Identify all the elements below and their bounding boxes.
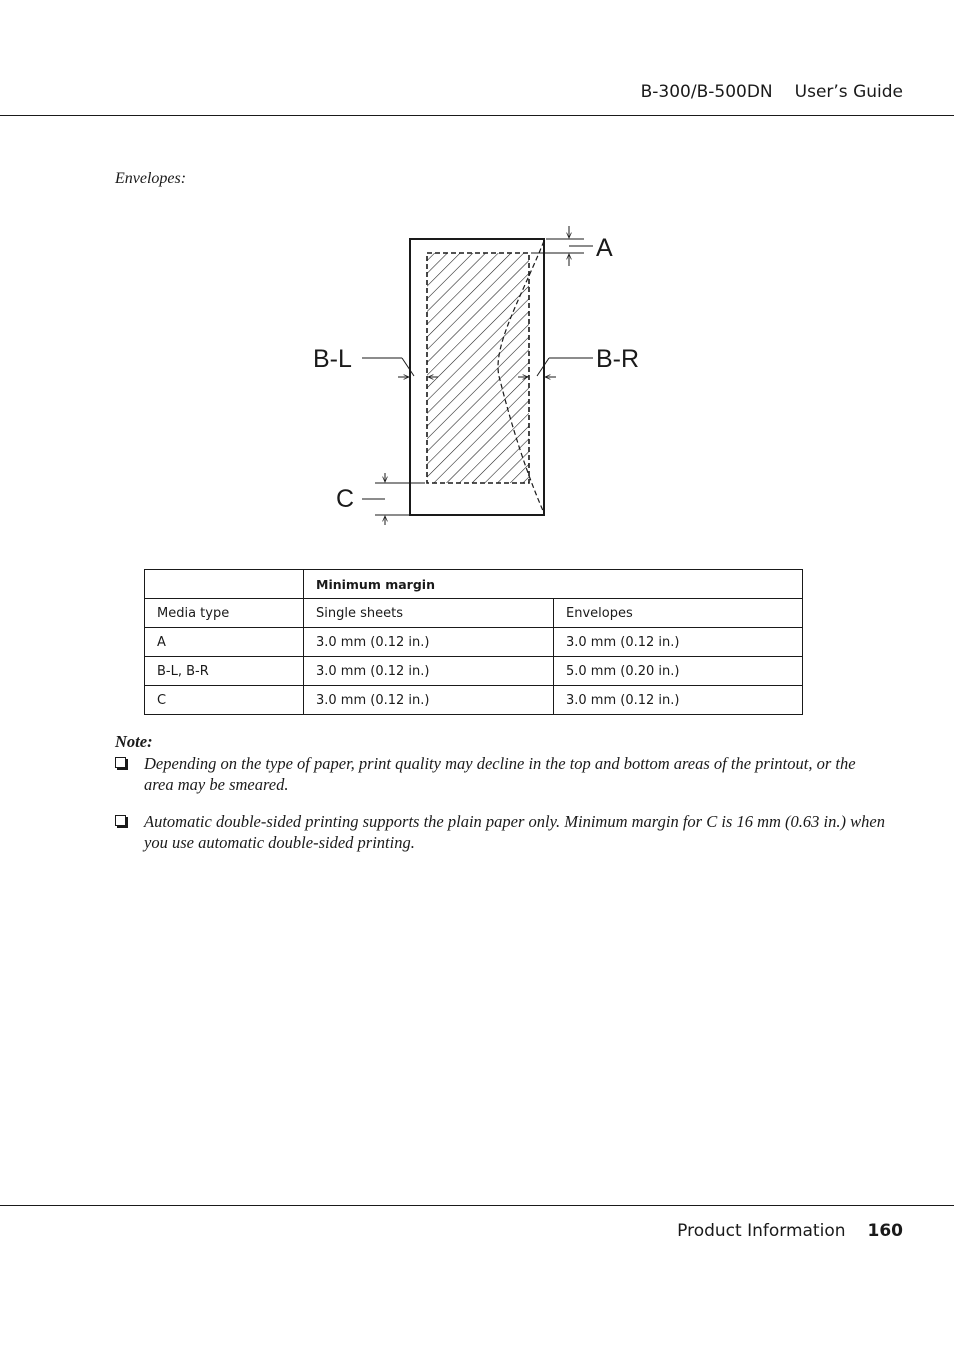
table-cell: 3.0 mm (0.12 in.) [304, 657, 554, 686]
page-number: 160 [867, 1221, 903, 1241]
label-bl: B-L [313, 345, 352, 373]
column-header: Envelopes [554, 599, 803, 628]
table-cell: 5.0 mm (0.20 in.) [554, 657, 803, 686]
printable-area [427, 253, 529, 483]
table-corner-cell [145, 570, 304, 599]
footer-rule [0, 1205, 954, 1206]
header-rule [0, 115, 954, 116]
table-cell: A [145, 628, 304, 657]
table-row [145, 686, 803, 715]
section-label: Envelopes: [115, 170, 187, 187]
table-row [145, 657, 803, 686]
table-cell: 3.0 mm (0.12 in.) [554, 686, 803, 715]
table-cell: 3.0 mm (0.12 in.) [554, 628, 803, 657]
note-item [115, 811, 885, 853]
note-item [115, 753, 885, 795]
table-cell: C [145, 686, 304, 715]
label-a: A [596, 234, 613, 262]
label-c: C [336, 485, 355, 513]
page-footer [677, 1221, 903, 1241]
table-cell: B-L, B-R [145, 657, 304, 686]
checkbox-bullet-icon [115, 815, 126, 826]
note-title: Note: [115, 732, 153, 751]
label-br: B-R [596, 345, 640, 373]
header-guide-title: User’s Guide [794, 82, 903, 102]
table-row [145, 628, 803, 657]
table-column-header-row [145, 599, 803, 628]
checkbox-bullet-icon [115, 757, 126, 768]
note-text: Automatic double-sided printing supports the plain paper only. Minimum margin for C is 16 mm (0.63 in.) when you use automatic double-sided printing. [144, 812, 885, 852]
footer-section: Product Information [677, 1221, 846, 1241]
minimum-margin-table [144, 569, 803, 715]
column-header: Media type [145, 599, 304, 628]
page-header [641, 82, 903, 102]
table-header-row [145, 570, 803, 599]
table-cell: 3.0 mm (0.12 in.) [304, 686, 554, 715]
header-model: B-300/B-500DN [640, 82, 773, 102]
column-header: Single sheets [304, 599, 554, 628]
table-header: Minimum margin [304, 570, 803, 599]
note-text: Depending on the type of paper, print quality may decline in the top and bottom areas of the printout, or the area may be smeared. [144, 754, 856, 794]
table-cell: 3.0 mm (0.12 in.) [304, 628, 554, 657]
envelope-margin-diagram [300, 220, 660, 530]
